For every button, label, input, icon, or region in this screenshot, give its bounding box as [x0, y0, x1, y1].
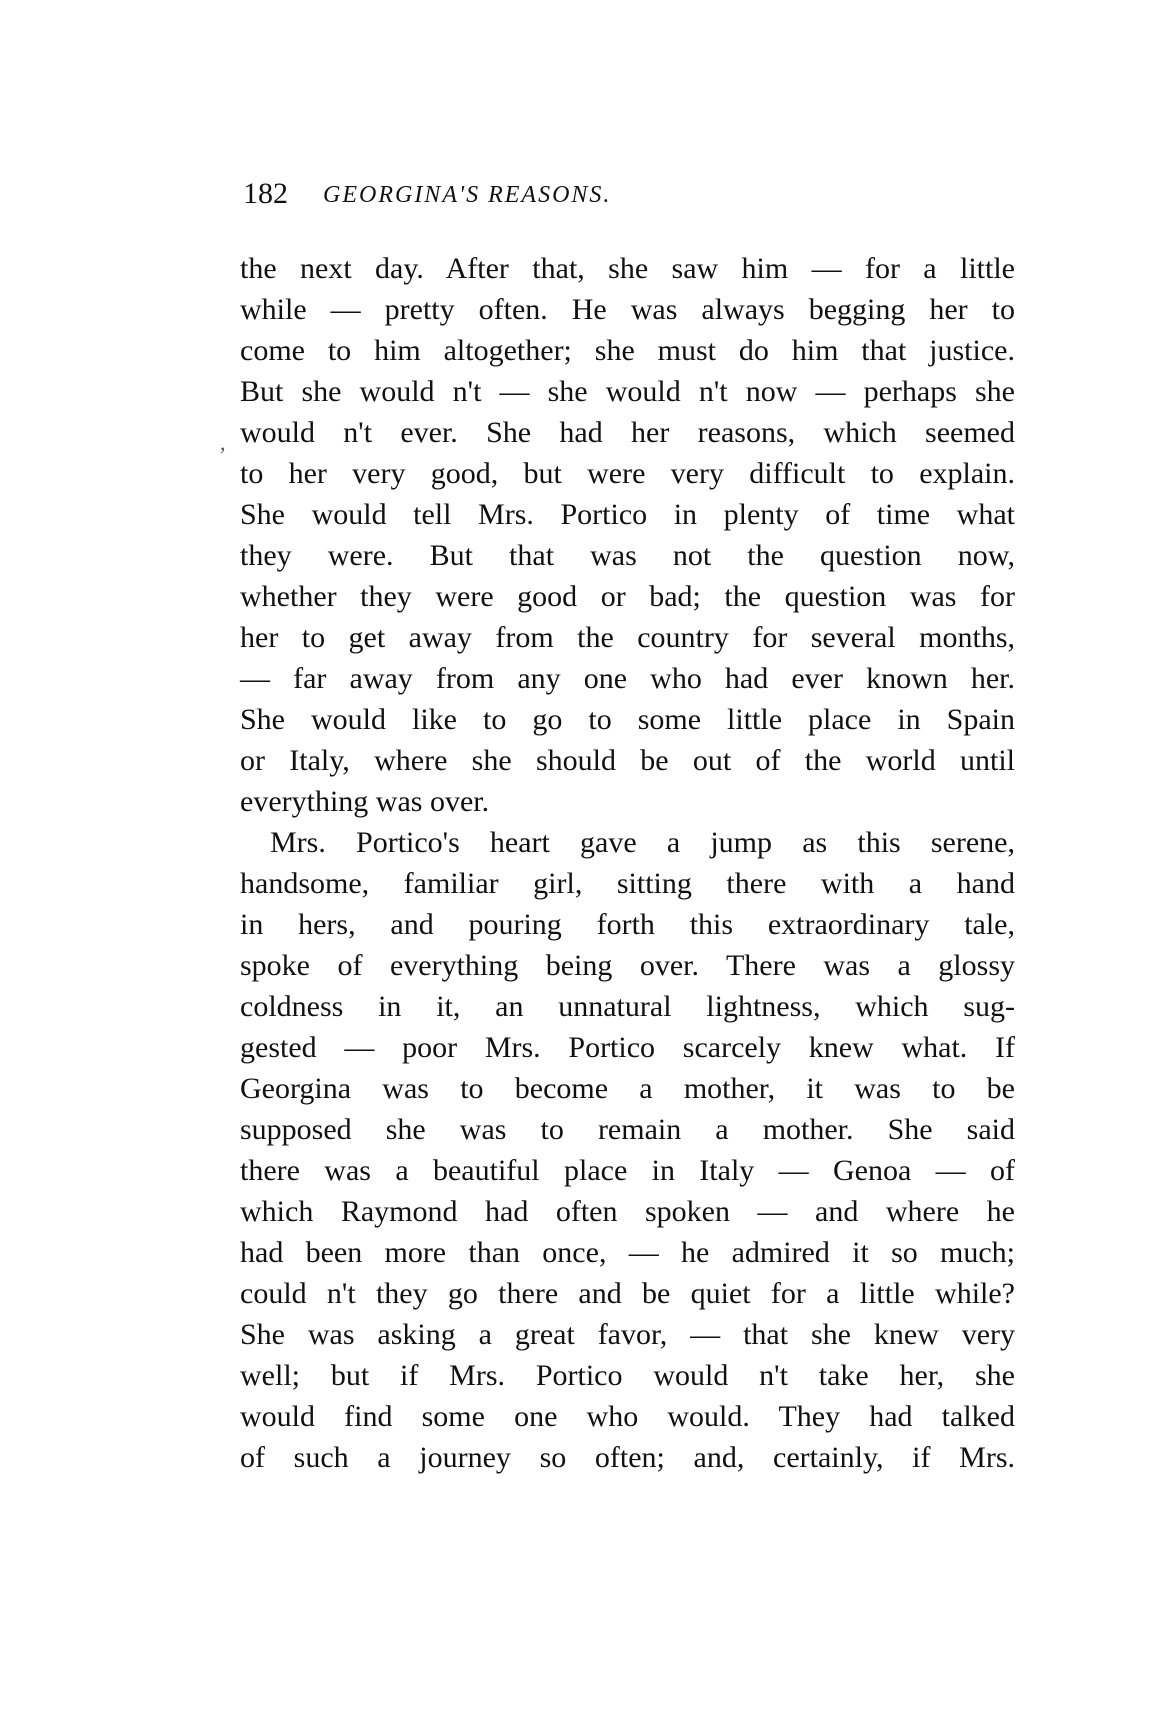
text-line: coldness in it, an unnatural lightness, which sug-	[240, 990, 1015, 1023]
text-line: which Raymond had often spoken — and where he	[240, 1195, 1015, 1228]
text-line: the next day. After that, she saw him — for a little	[240, 252, 1015, 285]
text-line: would find some one who would. They had talked	[240, 1400, 1015, 1433]
text-line: She would like to go to some little place in Spain	[240, 703, 1015, 736]
text-line: — far away from any one who had ever known her.	[240, 662, 1015, 695]
text-line: would n't ever. She had her reasons, which seemed	[240, 416, 1015, 449]
text-line: But she would n't — she would n't now — perhaps she	[240, 375, 1015, 408]
text-line: Georgina was to become a mother, it was to be	[240, 1072, 1015, 1105]
text-line: spoke of everything being over. There was a glossy	[240, 949, 1015, 982]
margin-mark: ,	[220, 430, 226, 455]
text-line: could n't they go there and be quiet for a little while?	[240, 1277, 1015, 1310]
text-line: everything was over.	[240, 785, 490, 818]
text-line: of such a journey so often; and, certainly, if Mrs.	[240, 1441, 1015, 1474]
body-text	[240, 248, 1015, 1478]
running-title: GEORGINA'S REASONS.	[323, 182, 612, 208]
text-line: her to get away from the country for several months,	[240, 621, 1015, 654]
text-line: well; but if Mrs. Portico would n't take her, she	[240, 1359, 1015, 1392]
text-line: gested — poor Mrs. Portico scarcely knew what. If	[240, 1031, 1015, 1064]
text-line: or Italy, where she should be out of the world until	[240, 744, 1015, 777]
text-line: She was asking a great favor, — that she knew very	[240, 1318, 1015, 1351]
running-head	[243, 176, 855, 216]
text-line: had been more than once, — he admired it so much;	[240, 1236, 1015, 1269]
text-line: to her very good, but were very difficult to explain.	[240, 457, 1015, 490]
text-line: come to him altogether; she must do him that justice.	[240, 334, 1015, 367]
text-line: there was a beautiful place in Italy — Genoa — of	[240, 1154, 1015, 1187]
text-line: handsome, familiar girl, sitting there with a hand	[240, 867, 1015, 900]
text-line: supposed she was to remain a mother. She said	[240, 1113, 1015, 1146]
text-line: in hers, and pouring forth this extraordinary tale,	[240, 908, 1015, 941]
text-line: while — pretty often. He was always begging her to	[240, 293, 1015, 326]
text-line: She would tell Mrs. Portico in plenty of time what	[240, 498, 1015, 531]
text-line: whether they were good or bad; the question was for	[240, 580, 1015, 613]
page-number: 182	[243, 177, 288, 210]
paragraph-first-line: Mrs. Portico's heart gave a jump as this serene,	[270, 826, 1015, 859]
text-line: they were. But that was not the question now,	[240, 539, 1015, 572]
